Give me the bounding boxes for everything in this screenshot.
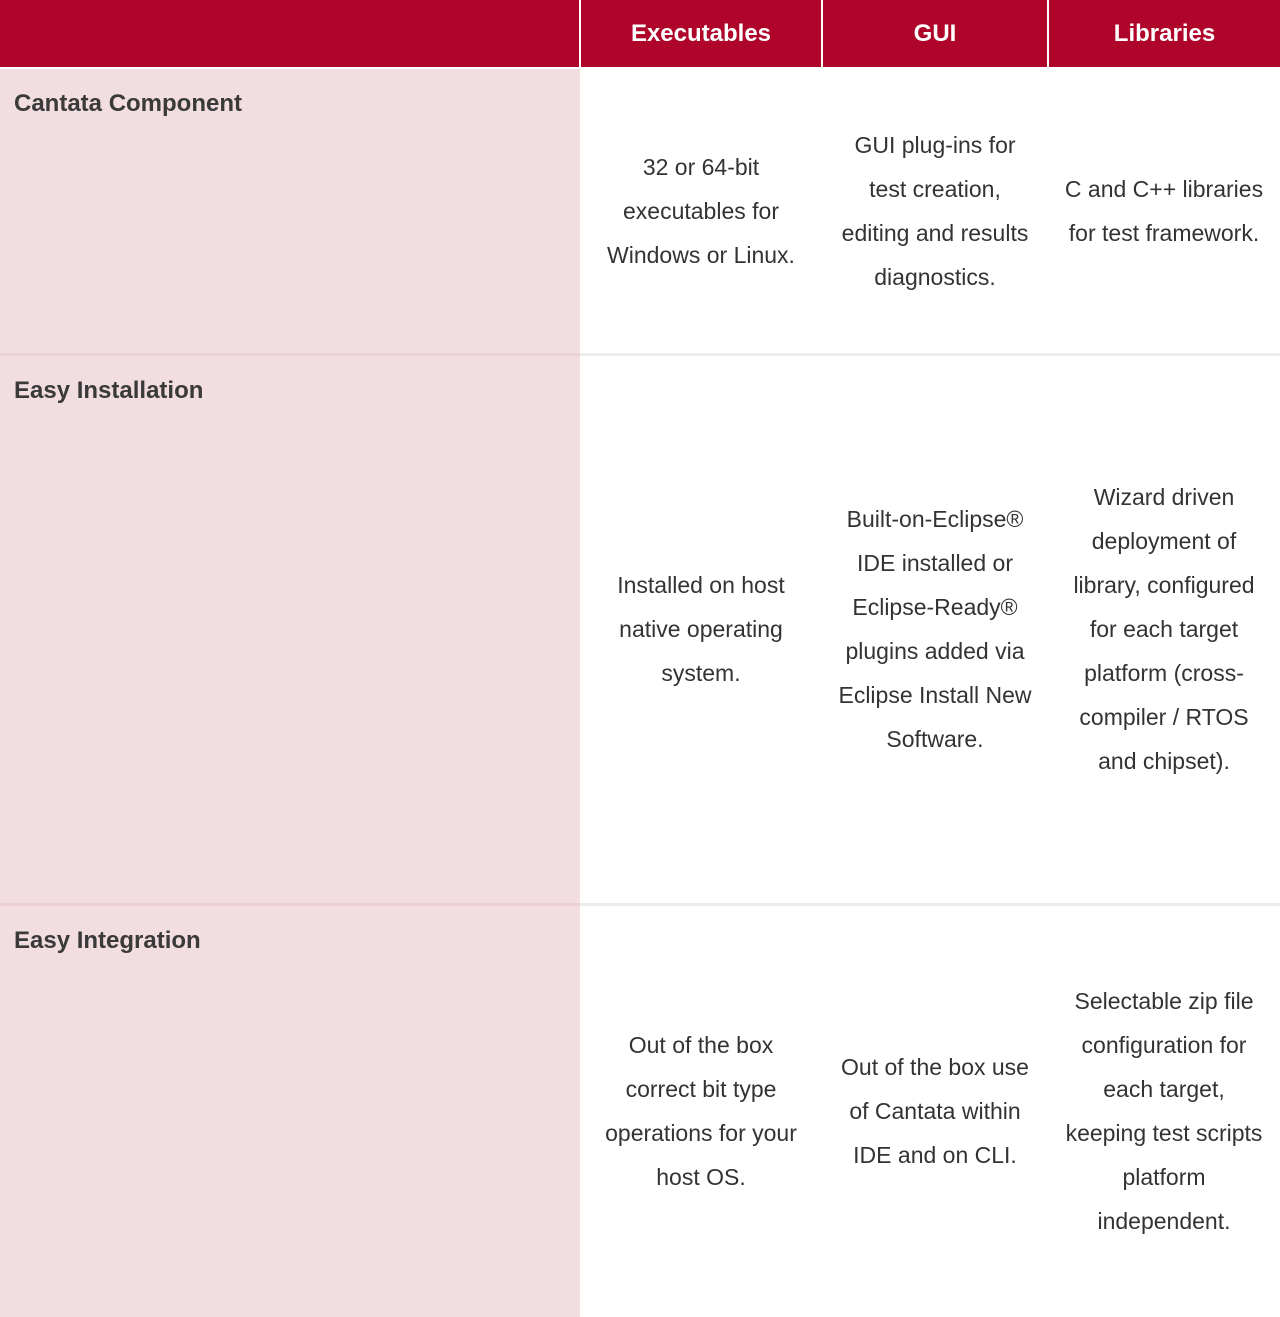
header-libraries: Libraries [1048,0,1280,68]
row-feature-label: Cantata Component [0,68,580,354]
cell-gui: Out of the box use of Cantata within IDE and on CLI. [822,904,1048,1317]
table-row [0,904,1280,1317]
row-feature-label: Easy Installation [0,354,580,904]
header-executables: Executables [580,0,822,68]
cell-libraries: C and C++ libraries for test framework. [1064,175,1264,246]
cell-gui: Built-on-Eclipse® IDE installed or Eclipse-Ready® plugins added via Eclipse Install New Software. [822,354,1048,904]
table-row [0,354,1280,904]
table-header [0,0,1280,68]
table-body [0,68,1280,1317]
header-gui: GUI [822,0,1048,68]
header-corner [0,0,580,68]
row-feature-label: Easy Integration [0,904,580,1317]
header-row [0,0,1280,68]
cell-executables: 32 or 64-bit executables for Windows or Linux. [607,153,795,268]
cell-executables: Out of the box correct bit type operations for your host OS. [580,904,822,1317]
cell-libraries: Wizard driven deployment of library, configured for each target platform (cross-compiler / RTOS and chipset). [1048,354,1280,904]
cell-libraries: Selectable zip file configuration for each target, keeping test scripts platform independent. [1048,904,1280,1317]
cell-gui: GUI plug-ins for test creation, editing and results diagnostics. [841,131,1029,290]
table-row [0,68,1280,354]
cell-executables: Installed on host native operating system. [580,354,822,904]
